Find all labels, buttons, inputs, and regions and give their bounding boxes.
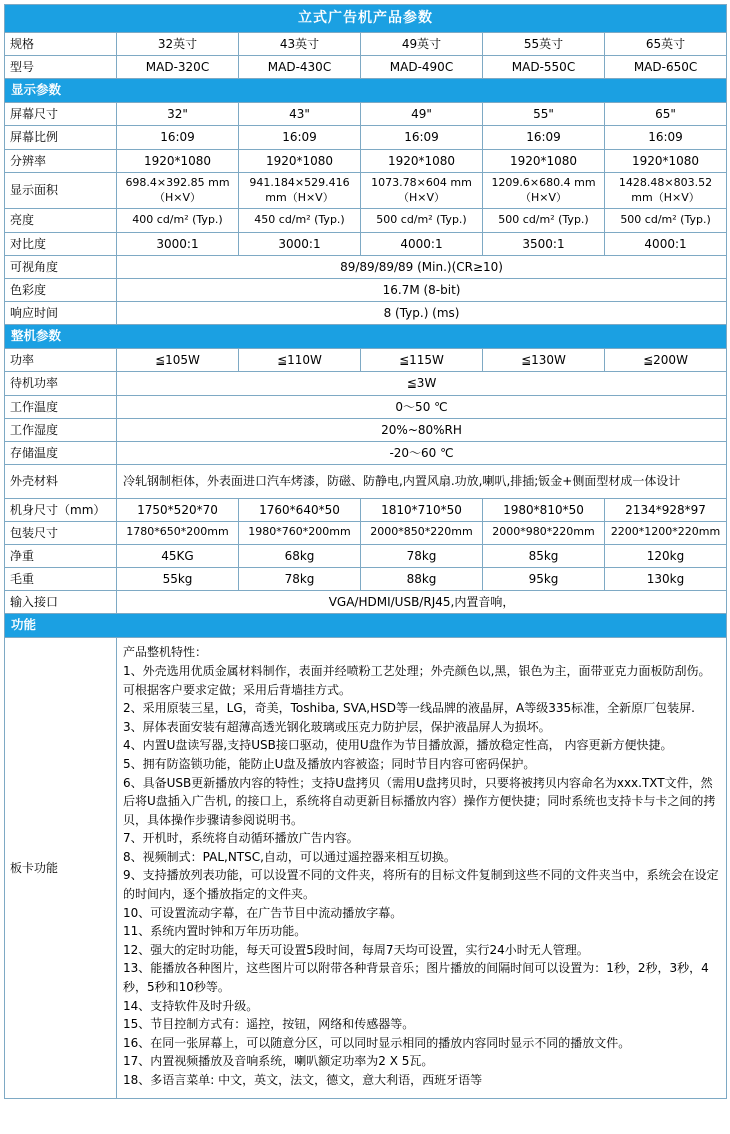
table-row: [5, 278, 727, 301]
feature-item: 5、拥有防盗锁功能，能防止U盘及播放内容被盗；同时节目内容可密码保护。: [123, 756, 536, 771]
cell: 1920*1080: [117, 149, 239, 172]
table-row: [5, 209, 727, 232]
table-row: [5, 232, 727, 255]
cell: ≦105W: [117, 349, 239, 372]
cell: 1920*1080: [239, 149, 361, 172]
cell: 2000*980*220mm: [483, 521, 605, 544]
shell-material-text: 冷轧钢制柜体，外表面进口汽车烤漆，防磁、防静电,内置风扇.功放,喇叭,排插;钣金+侧面型材成一体设计: [117, 465, 727, 498]
cell: 16.7M (8-bit): [117, 278, 727, 301]
cell: 32": [117, 103, 239, 126]
table-row: [5, 418, 727, 441]
cell: 65": [605, 103, 727, 126]
size-cell-2: 43英寸: [239, 32, 361, 55]
cell: 1750*520*70: [117, 498, 239, 521]
cell: ≦130W: [483, 349, 605, 372]
cell: 500 cd/m² (Typ.): [483, 209, 605, 232]
cell: 1920*1080: [361, 149, 483, 172]
section-header-display: [5, 79, 727, 103]
cell: 20%~80%RH: [117, 418, 727, 441]
cell: 89/89/89/89 (Min.)(CR≥10): [117, 255, 727, 278]
table-row: [5, 103, 727, 126]
cell: 400 cd/m² (Typ.): [117, 209, 239, 232]
feature-item: 3、屏体表面安装有超薄高透光钢化玻璃或压克力防护层，保护液晶屏人为损坏。: [123, 719, 551, 734]
cell: 698.4×392.85 mm（H×V）: [117, 172, 239, 209]
row-label-spec: 规格: [5, 32, 117, 55]
row-label-model: 型号: [5, 56, 117, 79]
cell: ≦3W: [117, 372, 727, 395]
cell: 45KG: [117, 544, 239, 567]
row-label-screen-size: 屏幕尺寸: [5, 103, 117, 126]
feature-item: 1、外壳选用优质金属材料制作，表面并经喷粉工艺处理；外壳颜色以,黑，银色为主，面带亚克力面板防刮伤。可根据客户要求定做；采用后背墙挂方式。: [123, 663, 711, 697]
row-label-standby-power: 待机功率: [5, 372, 117, 395]
cell: 2134*928*97: [605, 498, 727, 521]
table-row: [5, 498, 727, 521]
feature-item: 16、在同一张屏幕上，可以随意分区，可以同时显示相同的播放内容同时显示不同的播放文件。: [123, 1035, 631, 1050]
cell: 3500:1: [483, 232, 605, 255]
row-label-net-weight: 净重: [5, 544, 117, 567]
cell: ≦110W: [239, 349, 361, 372]
cell: 55kg: [117, 568, 239, 591]
cell: 4000:1: [605, 232, 727, 255]
row-label-color-depth: 色彩度: [5, 278, 117, 301]
cell: 68kg: [239, 544, 361, 567]
cell: 1810*710*50: [361, 498, 483, 521]
cell: 3000:1: [117, 232, 239, 255]
cell: 1209.6×680.4 mm（H×V）: [483, 172, 605, 209]
row-label-gross-weight: 毛重: [5, 568, 117, 591]
feature-list: [117, 638, 727, 1098]
cell: 16:09: [361, 126, 483, 149]
table-row: [5, 441, 727, 464]
model-cell-4: MAD-550C: [483, 56, 605, 79]
cell: 49": [361, 103, 483, 126]
feature-intro: 产品整机特性：: [123, 645, 208, 660]
cell: 16:09: [239, 126, 361, 149]
page-title: 立式广告机产品参数: [5, 5, 727, 33]
cell: 78kg: [361, 544, 483, 567]
row-label-input-port: 输入接口: [5, 591, 117, 614]
feature-item: 13、能播放各种图片，这些图片可以附带各种背景音乐；图片播放的间隔时间可以设置为：1秒，2秒，3秒，4秒，5秒和10秒等。: [123, 961, 709, 995]
row-label-operating-humidity: 工作湿度: [5, 418, 117, 441]
cell: 8 (Typ.) (ms): [117, 302, 727, 325]
cell: 78kg: [239, 568, 361, 591]
table-row: [5, 568, 727, 591]
section-header-function: [5, 614, 727, 638]
model-cell-5: MAD-650C: [605, 56, 727, 79]
row-label-display-area: 显示面积: [5, 172, 117, 209]
table-row: [5, 149, 727, 172]
cell: 1780*650*200mm: [117, 521, 239, 544]
cell: ≦200W: [605, 349, 727, 372]
feature-item: 2、采用原装三星，LG，奇美，Toshiba, SVA,HSD等一线品牌的液晶屏，A等级335标准，全新原厂包装屏.: [123, 701, 695, 716]
cell: 1760*640*50: [239, 498, 361, 521]
feature-item: 12、强大的定时功能，每天可设置5段时间，每周7天均可设置，实行24小时无人管理。: [123, 942, 589, 957]
row-label-operating-temp: 工作温度: [5, 395, 117, 418]
feature-item: 7、开机时，系统将自动循环播放广告内容。: [123, 831, 359, 846]
section-label-machine: 整机参数: [5, 325, 727, 349]
cell: 95kg: [483, 568, 605, 591]
table-row-spec: [5, 32, 727, 55]
input-port-value: VGA/HDMI/USB/RJ45,内置音响，: [117, 591, 727, 614]
table-row: [5, 395, 727, 418]
row-label-resolution: 分辨率: [5, 149, 117, 172]
feature-item: 9、支持播放列表功能，可以设置不同的文件夹，将所有的目标文件复制到这些不同的文件夹当中，系统会在设定的时间内，逐个播放指定的文件夹。: [123, 868, 719, 902]
table-row-features: [5, 638, 727, 1098]
table-row: [5, 349, 727, 372]
size-cell-5: 65英寸: [605, 32, 727, 55]
cell: ≦115W: [361, 349, 483, 372]
product-spec-table: [4, 4, 727, 1099]
cell: 2000*850*220mm: [361, 521, 483, 544]
model-cell-1: MAD-320C: [117, 56, 239, 79]
table-row: [5, 172, 727, 209]
row-label-contrast: 对比度: [5, 232, 117, 255]
cell: 1980*760*200mm: [239, 521, 361, 544]
model-cell-2: MAD-430C: [239, 56, 361, 79]
cell: 3000:1: [239, 232, 361, 255]
table-title-row: [5, 5, 727, 33]
feature-item: 17、内置视频播放及音响系统，喇叭额定功率为2 X 5瓦。: [123, 1054, 434, 1069]
cell: 0～50 ℃: [117, 395, 727, 418]
cell: 1428.48×803.52 mm（H×V）: [605, 172, 727, 209]
table-row: [5, 372, 727, 395]
cell: 85kg: [483, 544, 605, 567]
size-cell-3: 49英寸: [361, 32, 483, 55]
cell: -20～60 ℃: [117, 441, 727, 464]
cell: 941.184×529.416 mm（H×V）: [239, 172, 361, 209]
cell: 500 cd/m² (Typ.): [605, 209, 727, 232]
row-label-storage-temp: 存储温度: [5, 441, 117, 464]
table-row: [5, 544, 727, 567]
cell: 130kg: [605, 568, 727, 591]
cell: 1980*810*50: [483, 498, 605, 521]
feature-item: 8、视频制式：PAL,NTSC,自动，可以通过遥控器来相互切换。: [123, 849, 456, 864]
row-label-board-function: 板卡功能: [5, 638, 117, 1098]
table-row-model: [5, 56, 727, 79]
feature-item: 15、节目控制方式有：遥控，按钮，网络和传感器等。: [123, 1017, 415, 1032]
feature-item: 6、具备USB更新播放内容的特性；支持U盘拷贝（需用U盘拷贝时，只要将被拷贝内容命名为xxx.TXT文件，然后将U盘插入广告机, 的接口上，系统将自动更新目标播放内容）操作方便快捷；同时系统也支持卡与卡之间的拷贝，具体操作步骤请参阅说明书。: [123, 775, 716, 827]
section-header-machine: [5, 325, 727, 349]
cell: 1920*1080: [483, 149, 605, 172]
cell: 16:09: [483, 126, 605, 149]
row-label-brightness: 亮度: [5, 209, 117, 232]
cell: 2200*1200*220mm: [605, 521, 727, 544]
cell: 450 cd/m² (Typ.): [239, 209, 361, 232]
row-label-package-size: 包装尺寸: [5, 521, 117, 544]
feature-item: 18、多语言菜单: 中文，英文，法文，德文，意大利语，西班牙语等: [123, 1073, 483, 1087]
row-label-aspect-ratio: 屏幕比例: [5, 126, 117, 149]
table-row: [5, 521, 727, 544]
section-label-display: 显示参数: [5, 79, 727, 103]
table-body: [5, 5, 727, 1099]
cell: 16:09: [605, 126, 727, 149]
cell: 88kg: [361, 568, 483, 591]
table-row: [5, 255, 727, 278]
cell: 1920*1080: [605, 149, 727, 172]
cell: 16:09: [117, 126, 239, 149]
table-row-input-port: [5, 591, 727, 614]
model-cell-3: MAD-490C: [361, 56, 483, 79]
cell: 1073.78×604 mm（H×V）: [361, 172, 483, 209]
cell: 500 cd/m² (Typ.): [361, 209, 483, 232]
feature-item: 4、内置U盘读写器,支持USB接口驱动，使用U盘作为节目播放源，播放稳定性高， 内容更新方便快捷。: [123, 738, 673, 753]
table-row: [5, 126, 727, 149]
row-label-power: 功率: [5, 349, 117, 372]
feature-item: 11、系统内置时钟和万年历功能。: [123, 924, 307, 939]
feature-item: 10、可设置流动字幕，在广告节目中流动播放字幕。: [123, 905, 403, 920]
cell: 120kg: [605, 544, 727, 567]
row-label-body-size: 机身尺寸（mm）: [5, 498, 117, 521]
table-row-shell-material: [5, 465, 727, 498]
size-cell-1: 32英寸: [117, 32, 239, 55]
row-label-viewing-angle: 可视角度: [5, 255, 117, 278]
cell: 43": [239, 103, 361, 126]
row-label-shell-material: 外壳材料: [5, 465, 117, 498]
cell: 55": [483, 103, 605, 126]
section-label-function: 功能: [5, 614, 727, 638]
table-row: [5, 302, 727, 325]
row-label-response-time: 响应时间: [5, 302, 117, 325]
cell: 4000:1: [361, 232, 483, 255]
size-cell-4: 55英寸: [483, 32, 605, 55]
feature-item: 14、支持软件及时升级。: [123, 998, 259, 1013]
